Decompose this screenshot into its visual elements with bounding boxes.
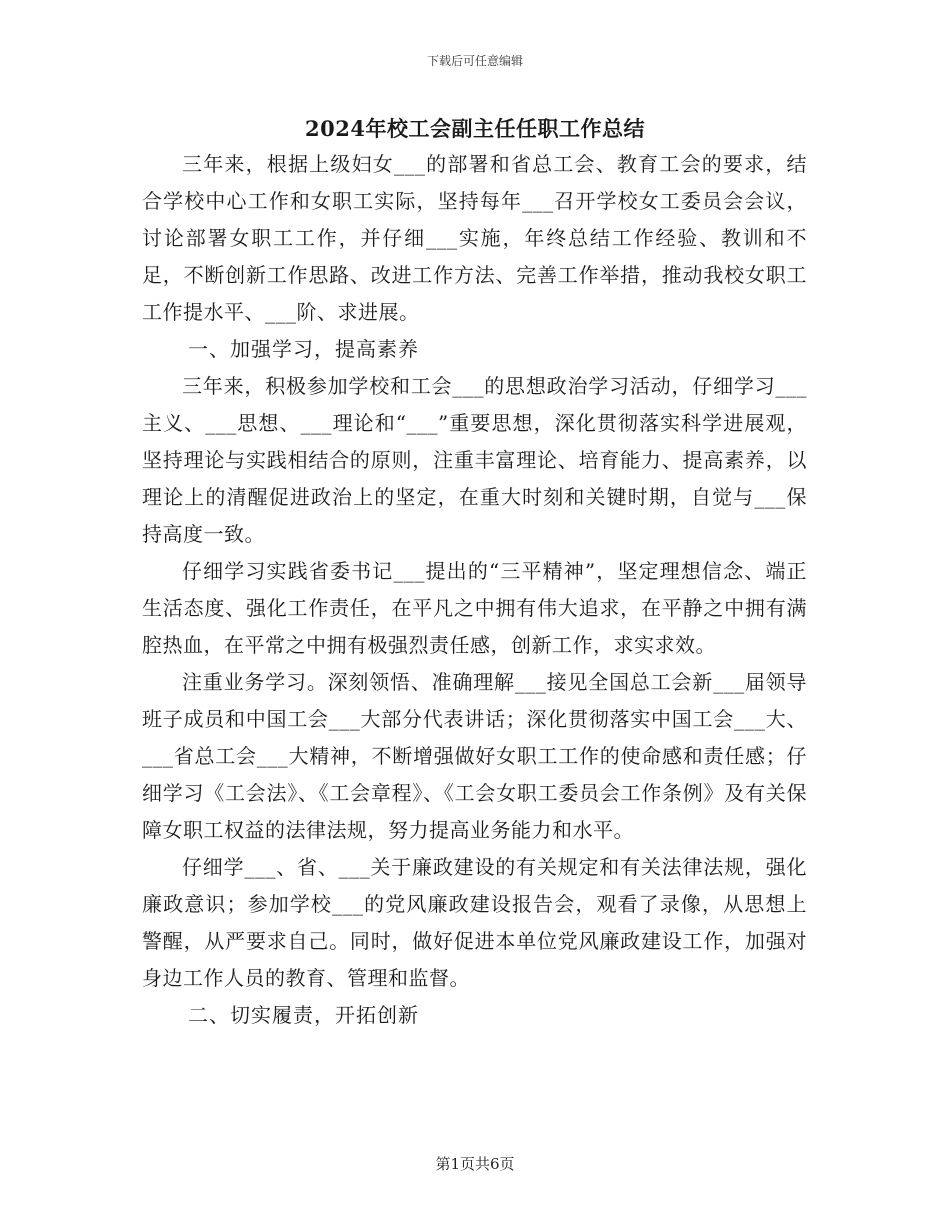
section-heading-2: 二、切实履责，开拓创新 [188,1003,419,1027]
document-body [142,146,807,1034]
paragraph-integrity: 仔细学___、省、___关于廉政建设的有关规定和有关法律法规，强化廉政意识；参加学校___的党风廉政建设报告会，观看了录像，从思想上警醒，从严要求自己。同时，做好促进本单位党风廉政建设工作，加强对身边工作人员的教育、管理和监督。 [142,855,807,990]
paragraph-three-spirit: 仔细学习实践省委书记___提出的“三平精神”，坚定理想信念、端正生活态度、强化工作责任，在平凡之中拥有伟大追求，在平静之中拥有满腔热血，在平常之中拥有极强烈责任感，创新工作，求实求效。 [142,559,807,657]
paragraph-study: 三年来，积极参加学校和工会___的思想政治学习活动，仔细学习___主义、___思想、___理论和“___”重要思想，深化贯彻落实科学进展观，坚持理论与实践相结合的原则，注重丰富理论、培育能力、提高素养，以理论上的清醒促进政治上的坚定，在重大时刻和关键时期，自觉与___保持高度一致。 [142,374,807,546]
section-heading-1: 一、加强学习，提高素养 [188,337,419,361]
document-title: 2024年校工会副主任任职工作总结 [305,116,645,141]
page-header-note: 下载后可任意编辑 [426,54,523,68]
paragraph-business-study: 注重业务学习。深刻领悟、准确理解___接见全国总工会新___届领导班子成员和中国工会___大部分代表讲话；深化贯彻落实中国工会___大、___省总工会___大精神，不断增强做好女职工工作的使命感和责任感；仔细学习《工会法》、《工会章程》、《工会女职工委员会工作条例》及有关保障女职工权益的法律法规，努力提高业务能力和水平。 [142,670,807,842]
paragraph-intro: 三年来，根据上级妇女___的部署和省总工会、教育工会的要求，结合学校中心工作和女职工实际，坚持每年___召开学校女工委员会会议，讨论部署女职工工作，并仔细___实施，年终总结工作经验、教训和不足，不断创新工作思路、改进工作方法、完善工作举措，推动我校女职工工作提水平、___阶、求进展。 [142,152,807,324]
page-number: 第1页共6页 [435,1155,515,1173]
